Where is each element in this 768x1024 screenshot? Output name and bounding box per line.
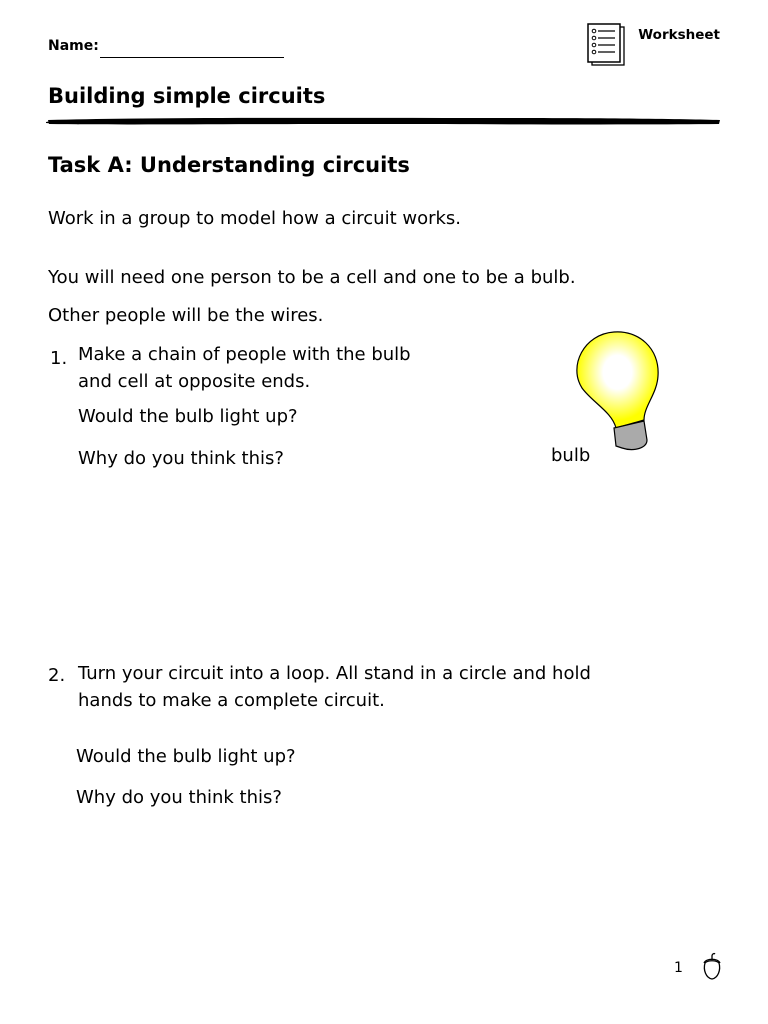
lightbulb-icon [570,328,666,456]
page-title: Building simple circuits [48,84,326,108]
step-question: Would the bulb light up? [76,746,296,767]
step-question: Why do you think this? [76,787,282,808]
step-instruction-line: and cell at opposite ends. [78,371,311,392]
step-instruction-line: Make a chain of people with the bulb [78,344,411,365]
title-divider [46,114,722,128]
page-number: 1 [674,960,683,976]
task-wires: Other people will be the wires. [48,305,324,326]
task-roles: You will need one person to be a cell and one to be a bulb. [48,267,576,288]
step-number: 1. [50,348,68,369]
acorn-icon [700,952,724,982]
task-a-title: Task A: Understanding circuits [48,153,410,177]
bulb-label: bulb [551,445,591,466]
step-number: 2. [48,665,66,686]
task-intro: Work in a group to model how a circuit works. [48,208,462,229]
step-question: Would the bulb light up? [78,406,298,427]
name-label: Name: [48,38,99,54]
worksheet-label: Worksheet [638,27,720,43]
name-answer-line [100,57,284,58]
step-instruction-line: hands to make a complete circuit. [78,690,385,711]
step-instruction-line: Turn your circuit into a loop. All stand in a circle and hold [78,663,591,684]
step-question: Why do you think this? [78,448,284,469]
worksheet-icon [585,22,627,68]
bulb-glass [577,332,658,428]
